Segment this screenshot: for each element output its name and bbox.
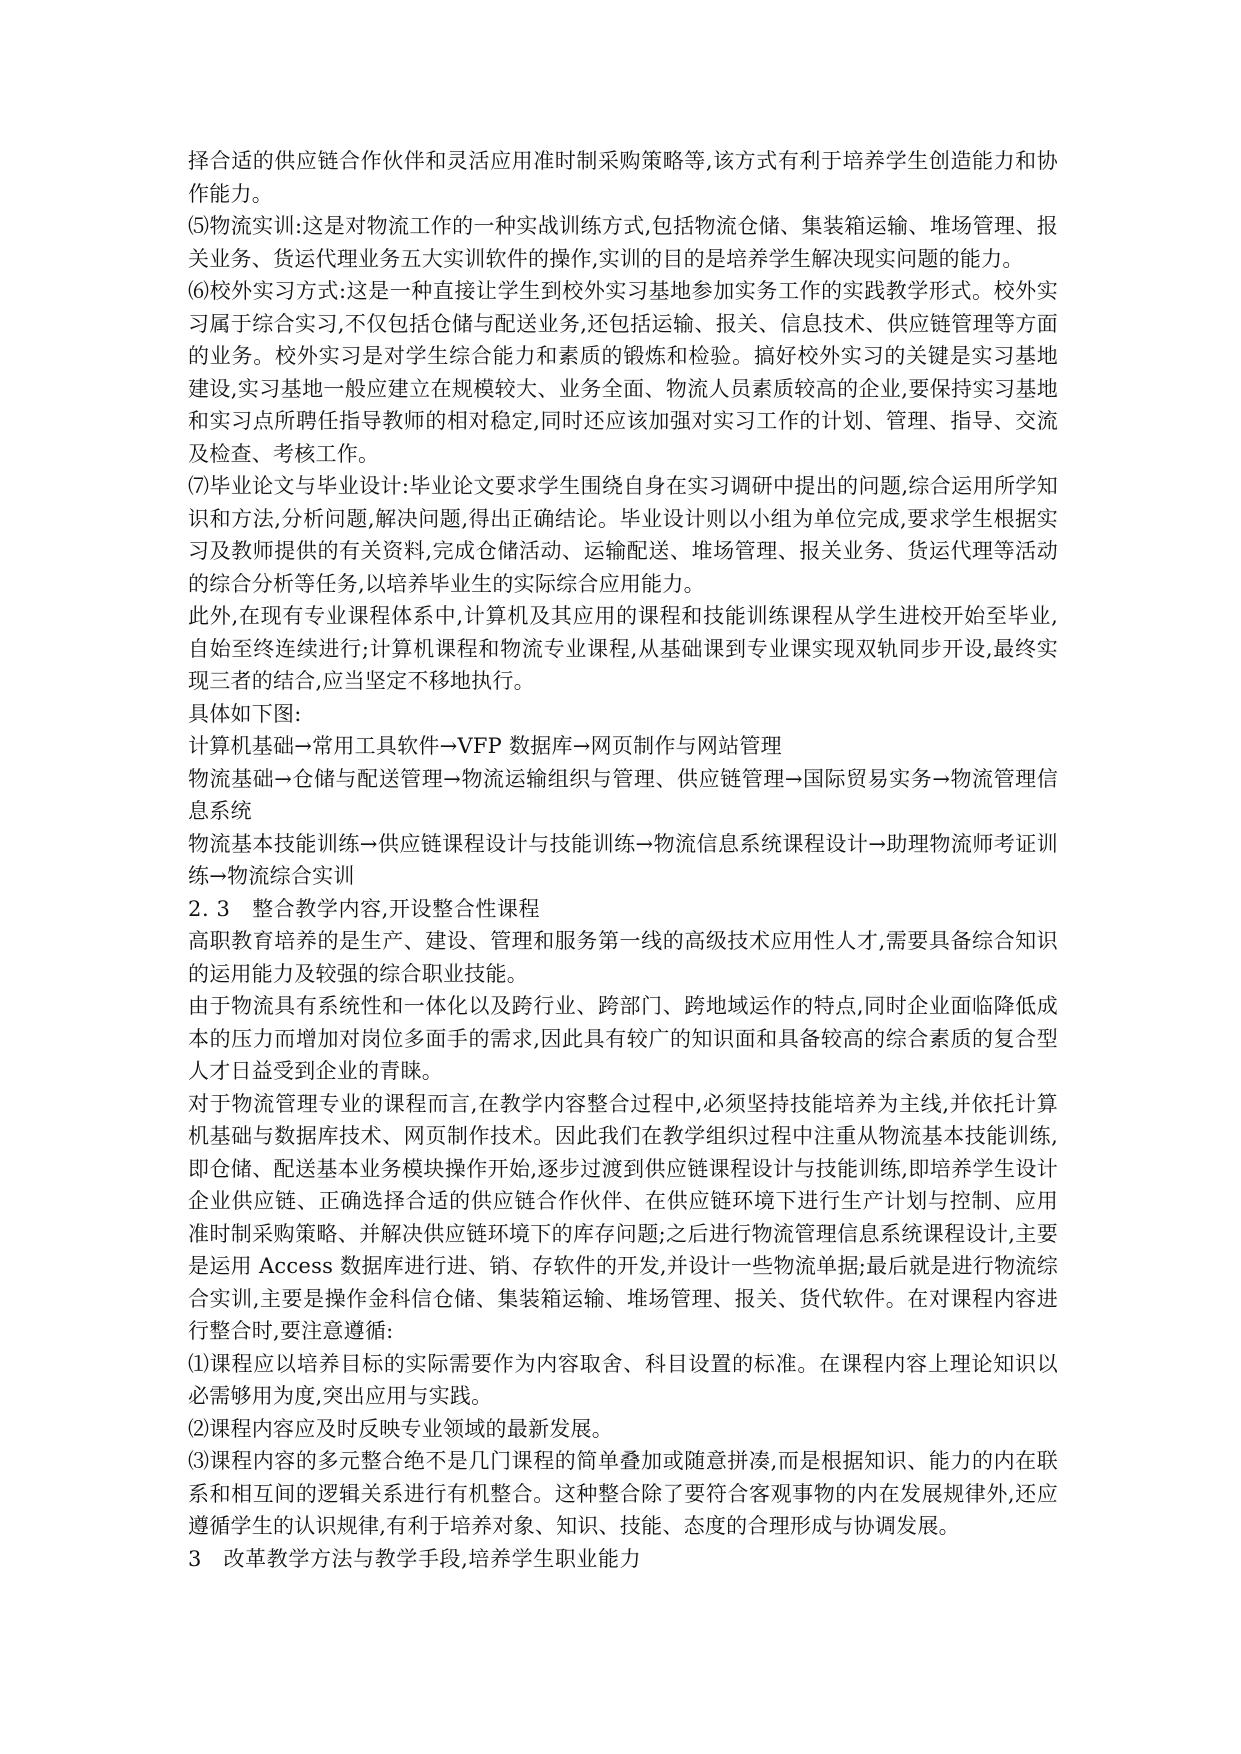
course-chain-computer: 计算机基础→常用工具软件→VFP 数据库→网页制作与网站管理 bbox=[188, 734, 782, 758]
paragraph-continuation: 择合适的供应链合作伙伴和灵活应用准时制采购策略等,该方式有利于培养学生创造能力和协作能力。 bbox=[188, 149, 1058, 206]
course-chain-logistics: 物流基础→仓储与配送管理→物流运输组织与管理、供应链管理→国际贸易实务→物流管理信息系统 bbox=[188, 766, 1058, 823]
paragraph-principle-1: ⑴课程应以培养目标的实际需要作为内容取舍、科目设置的标准。在课程内容上理论知识以必需够用为度,突出应用与实践。 bbox=[188, 1351, 1058, 1408]
paragraph-logistics-features: 由于物流具有系统性和一体化以及跨行业、跨部门、跨地域运作的特点,同时企业面临降低成本的压力而增加对岗位多面手的需求,因此具有较广的知识面和具备较高的综合素质的复合型人才日益受到企业的青睐。 bbox=[188, 994, 1058, 1083]
paragraph-computer-courses: 此外,在现有专业课程体系中,计算机及其应用的课程和技能训练课程从学生进校开始至毕业,自始至终连续进行;计算机课程和物流专业课程,从基础课到专业课实现双轨同步开设,最终实现三者的结合,应当坚定不移地执行。 bbox=[188, 604, 1058, 693]
paragraph-course-integration: 对于物流管理专业的课程而言,在教学内容整合过程中,必须坚持技能培养为主线,并依托计算机基础与数据库技术、网页制作技术。因此我们在教学组织过程中注重从物流基本技能训练,即仓储、配送基本业务模块操作开始,逐步过渡到供应链课程设计与技能训练,即培养学生设计企业供应链、正确选择合适的供应链合作伙伴、在供应链环境下进行生产计划与控制、应用准时制采购策略、并解决供应链环境下的库存问题;之后进行物流管理信息系统课程设计,主要是运用 Access 数据库进行进、销、存软件的开发,并设计一些物流单据;最后就是进行物流综合实训,主要是操作金科信仓储、集装箱运输、堆场管理、报关、货代软件。在对课程内容进行整合时,要注意遵循: bbox=[188, 1091, 1058, 1343]
paragraph-item-6-off-campus-internship: ⑹校外实习方式:这是一种直接让学生到校外实习基地参加实务工作的实践教学形式。校外实习属于综合实习,不仅包括仓储与配送业务,还包括运输、报关、信息技术、供应链管理等方面的业务。校外实习是对学生综合能力和素质的锻炼和检验。搞好校外实习的关键是实习基地建设,实习基地一般应建立在规模较大、业务全面、物流人员素质较高的企业,要保持实习基地和实习点所聘任指导教师的相对稳定,同时还应该加强对实习工作的计划、管理、指导、交流及检查、考核工作。 bbox=[188, 279, 1058, 466]
paragraph-vocational-education: 高职教育培养的是生产、建设、管理和服务第一线的高级技术应用性人才,需要具备综合知识的运用能力及较强的综合职业技能。 bbox=[188, 929, 1058, 986]
paragraph-principle-3: ⑶课程内容的多元整合绝不是几门课程的简单叠加或随意拼凑,而是根据知识、能力的内在联系和相互间的逻辑关系进行有机整合。这种整合除了要符合客观事物的内在发展规律外,还应遵循学生的认识规律,有利于培养对象、知识、技能、态度的合理形成与协调发展。 bbox=[188, 1449, 1058, 1538]
paragraph-item-7-graduation-thesis: ⑺毕业论文与毕业设计:毕业论文要求学生围绕自身在实习调研中提出的问题,综合运用所学知识和方法,分析问题,解决问题,得出正确结论。毕业设计则以小组为单位完成,要求学生根据实习及教师提供的有关资料,完成仓储活动、运输配送、堆场管理、报关业务、货运代理等活动的综合分析等任务,以培养毕业生的实际综合应用能力。 bbox=[188, 474, 1058, 596]
paragraph-item-5-logistics-training: ⑸物流实训:这是对物流工作的一种实战训练方式,包括物流仓储、集装箱运输、堆场管理、报关业务、货运代理业务五大实训软件的操作,实训的目的是培养学生解决现实问题的能力。 bbox=[188, 214, 1058, 271]
section-heading-3: 3 改革教学方法与教学手段,培养学生职业能力 bbox=[188, 1546, 642, 1571]
course-chain-skills: 物流基本技能训练→供应链课程设计与技能训练→物流信息系统课程设计→助理物流师考证训练→物流综合实训 bbox=[188, 831, 1058, 888]
document-page bbox=[188, 145, 1058, 1575]
section-heading-2-3: 2. 3 整合教学内容,开设整合性课程 bbox=[188, 896, 541, 921]
paragraph-principle-2: ⑵课程内容应及时反映专业领域的最新发展。 bbox=[188, 1416, 613, 1441]
paragraph-figure-intro: 具体如下图: bbox=[188, 701, 302, 726]
